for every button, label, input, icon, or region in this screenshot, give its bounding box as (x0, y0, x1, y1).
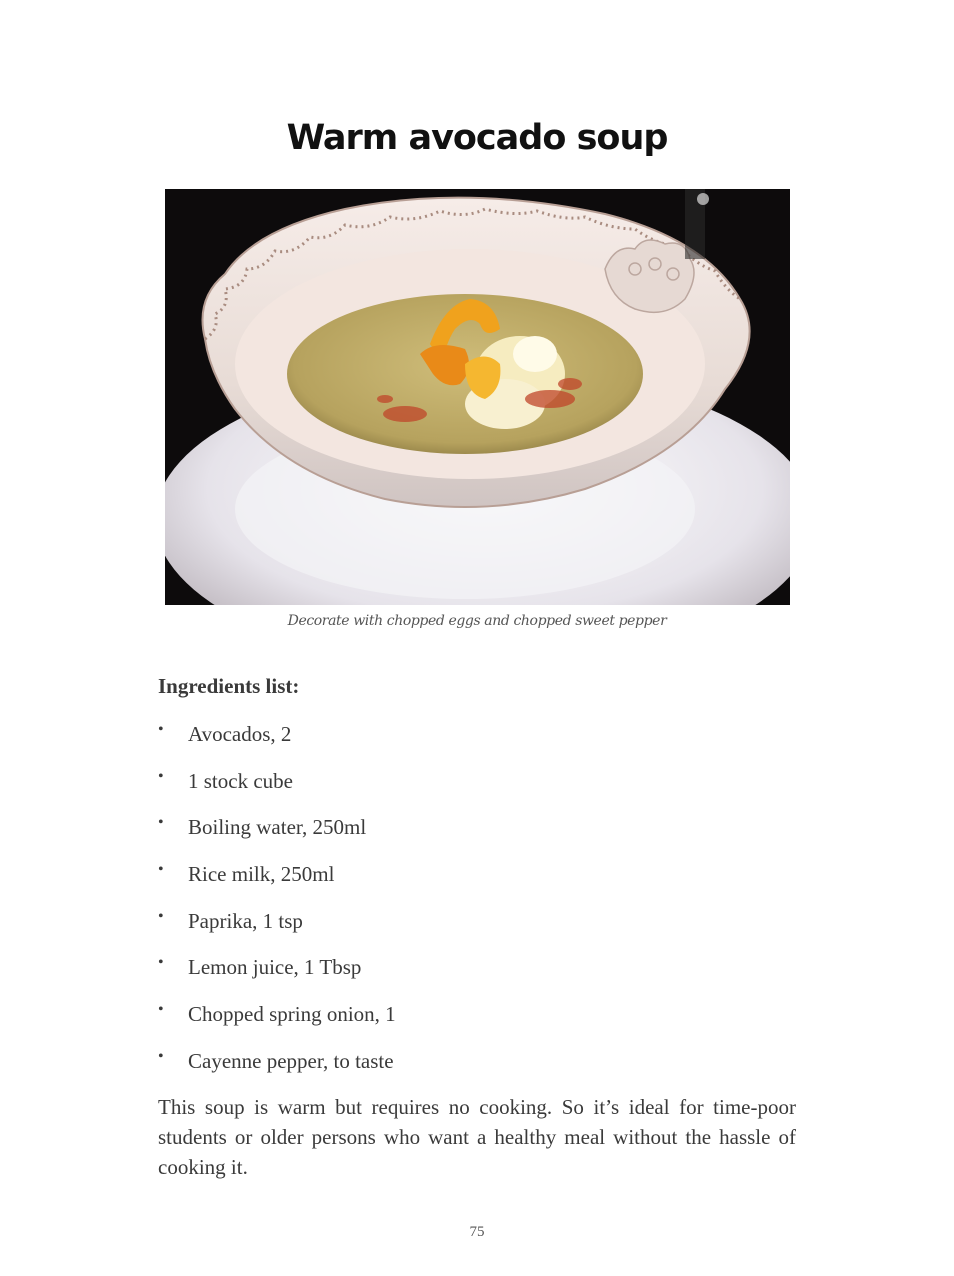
page-number: 75 (469, 1224, 485, 1240)
ingredient-text: Paprika, 1 tsp (188, 908, 303, 933)
bullet-icon: • (158, 907, 164, 925)
bullet-icon: • (158, 1001, 164, 1019)
ingredient-text: Avocados, 2 (188, 722, 292, 746)
soup-bowl-illustration (165, 189, 790, 605)
page-title: Warm avocado soup (286, 118, 668, 158)
body-paragraph: This soup is warm but requires no cooking. So it’s ideal for time-poor students or older persons who want a healthy meal without the hassle of cooking it. (158, 1095, 796, 1179)
ingredient-text: Chopped spring onion, 1 (188, 1002, 396, 1027)
ingredient-text: Rice milk, 250ml (188, 862, 335, 887)
bullet-icon: • (158, 954, 164, 972)
bullet-icon: • (158, 814, 164, 832)
bullet-icon: • (158, 721, 164, 738)
bullet-icon: • (158, 767, 164, 785)
ingredient-text: Cayenne pepper, to taste (188, 1048, 394, 1073)
bullet-icon: • (158, 1047, 164, 1065)
bullet-icon: • (158, 861, 164, 879)
ingredient-text: Boiling water, 250ml (188, 815, 367, 840)
ingredient-text: Lemon juice, 1 Tbsp (188, 955, 362, 980)
ingredient-text: 1 stock cube (188, 768, 293, 793)
photo-caption: Decorate with chopped eggs and chopped sweet pepper (287, 613, 667, 629)
ingredients-heading: Ingredients list: (158, 674, 300, 698)
soup-photo (165, 189, 790, 605)
